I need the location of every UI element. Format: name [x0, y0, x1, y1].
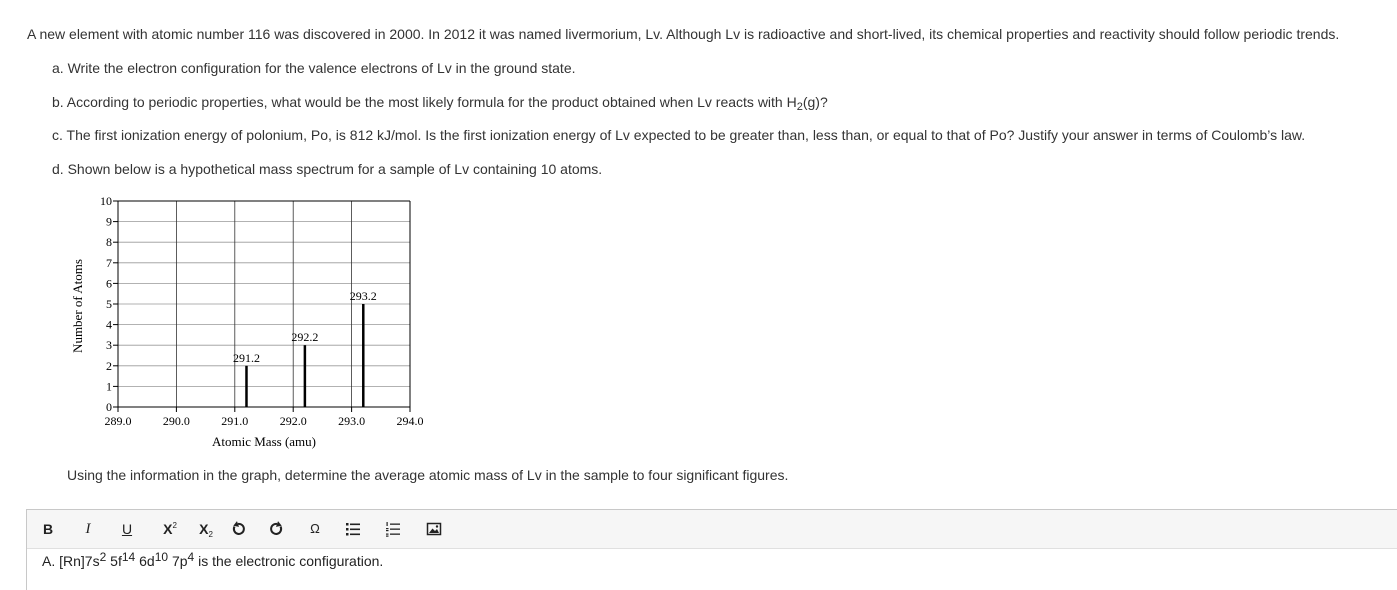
y-tick-label: 1 [106, 379, 112, 394]
y-tick-label: 2 [106, 358, 112, 373]
answer-sup-4: 4 [187, 550, 195, 564]
question-intro: A new element with atomic number 116 was discovered in 2000. In 2012 it was named livermorium, Lv. Although Lv is radioactive and short-lived, its chemical properties and reactivity should follow periodic trends. [27, 26, 1340, 42]
underline-button[interactable]: U [121, 521, 133, 537]
mass-spectrum-chart [60, 190, 450, 452]
answer-text[interactable] [42, 550, 384, 569]
redo-icon [269, 519, 285, 539]
numbered-list-icon [385, 519, 401, 539]
undo-button[interactable] [230, 519, 246, 539]
bar-label: 291.2 [232, 350, 260, 365]
bullet-list-button[interactable] [345, 519, 361, 539]
bar-label: 292.2 [291, 330, 319, 345]
y-tick-label: 9 [106, 214, 112, 229]
redo-button[interactable] [269, 519, 285, 539]
question-part-b-text: b. According to periodic properties, what would be the most likely formula for the product obtained when Lv reacts with H [52, 94, 797, 110]
numbered-list-button[interactable] [385, 519, 401, 539]
answer-part-5: is the electronic configuration. [198, 553, 384, 569]
special-character-button[interactable]: Ω [310, 521, 320, 536]
subscript-letter: X [199, 521, 209, 537]
answer-editor[interactable] [26, 509, 1397, 590]
x-tick-label: 293.0 [338, 414, 366, 428]
answer-sup-2: 14 [121, 550, 136, 564]
x-axis-label: Atomic Mass (amu) [212, 434, 316, 449]
question-part-b [52, 93, 828, 116]
answer-part-1: A. [Rn]7s [42, 553, 100, 569]
superscript-letter: X [163, 521, 173, 537]
chart-grid [118, 201, 410, 407]
x-tick-labels [105, 414, 424, 428]
x-tick-label: 291.0 [221, 414, 249, 428]
bold-button[interactable]: B [42, 521, 54, 537]
chart-axes [113, 201, 410, 412]
y-tick-label: 6 [106, 276, 112, 291]
superscript-mark: 2 [172, 521, 177, 530]
y-tick-labels [100, 194, 112, 414]
y-axis-label: Number of Atoms [70, 259, 85, 353]
y-tick-label: 8 [106, 235, 112, 250]
question-part-a: a. Write the electron configuration for the valence electrons of Lv in the ground state. [52, 60, 576, 76]
question-part-c: c. The first ionization energy of polonium, Po, is 812 kJ/mol. Is the first ionization energy of Lv expected to be greater than, less than, or equal to that of Po? Justify your answer in terms of Coulomb’s law. [52, 127, 1306, 143]
bullet-list-icon [345, 519, 361, 539]
x-tick-label: 292.0 [279, 414, 307, 428]
subscript-button[interactable] [195, 519, 217, 539]
answer-part-3: 6d [139, 553, 155, 569]
superscript-button[interactable] [159, 519, 181, 539]
y-tick-label: 5 [106, 297, 112, 311]
answer-part-4: 7p [171, 553, 188, 569]
x-tick-label: 290.0 [162, 414, 190, 428]
undo-icon [230, 519, 246, 539]
y-tick-label: 7 [106, 255, 112, 270]
question-part-b-subscript: 2 [796, 101, 803, 113]
y-tick-label: 0 [106, 400, 112, 414]
subscript-mark: 2 [208, 530, 213, 539]
x-tick-label: 289.0 [104, 414, 132, 428]
question-part-d-followup: Using the information in the graph, determine the average atomic mass of Lv in the sample to four significant figures. [67, 467, 789, 483]
y-tick-label: 3 [106, 338, 112, 353]
question-part-d: d. Shown below is a hypothetical mass spectrum for a sample of Lv containing 10 atoms. [52, 161, 603, 177]
insert-image-button[interactable] [426, 519, 442, 539]
question-part-b-tail: (g)? [802, 94, 828, 110]
editor-toolbar [27, 510, 1397, 549]
italic-button[interactable]: I [85, 521, 91, 537]
image-icon [426, 519, 442, 539]
y-tick-label: 10 [100, 194, 112, 208]
answer-part-2: 5f [110, 553, 122, 569]
chart-bars [246, 304, 363, 407]
bar-label: 293.2 [349, 289, 377, 303]
answer-sup-3: 10 [154, 550, 169, 564]
x-tick-label: 294.0 [396, 414, 424, 428]
y-tick-label: 4 [106, 317, 112, 332]
answer-sup-1: 2 [99, 550, 107, 564]
